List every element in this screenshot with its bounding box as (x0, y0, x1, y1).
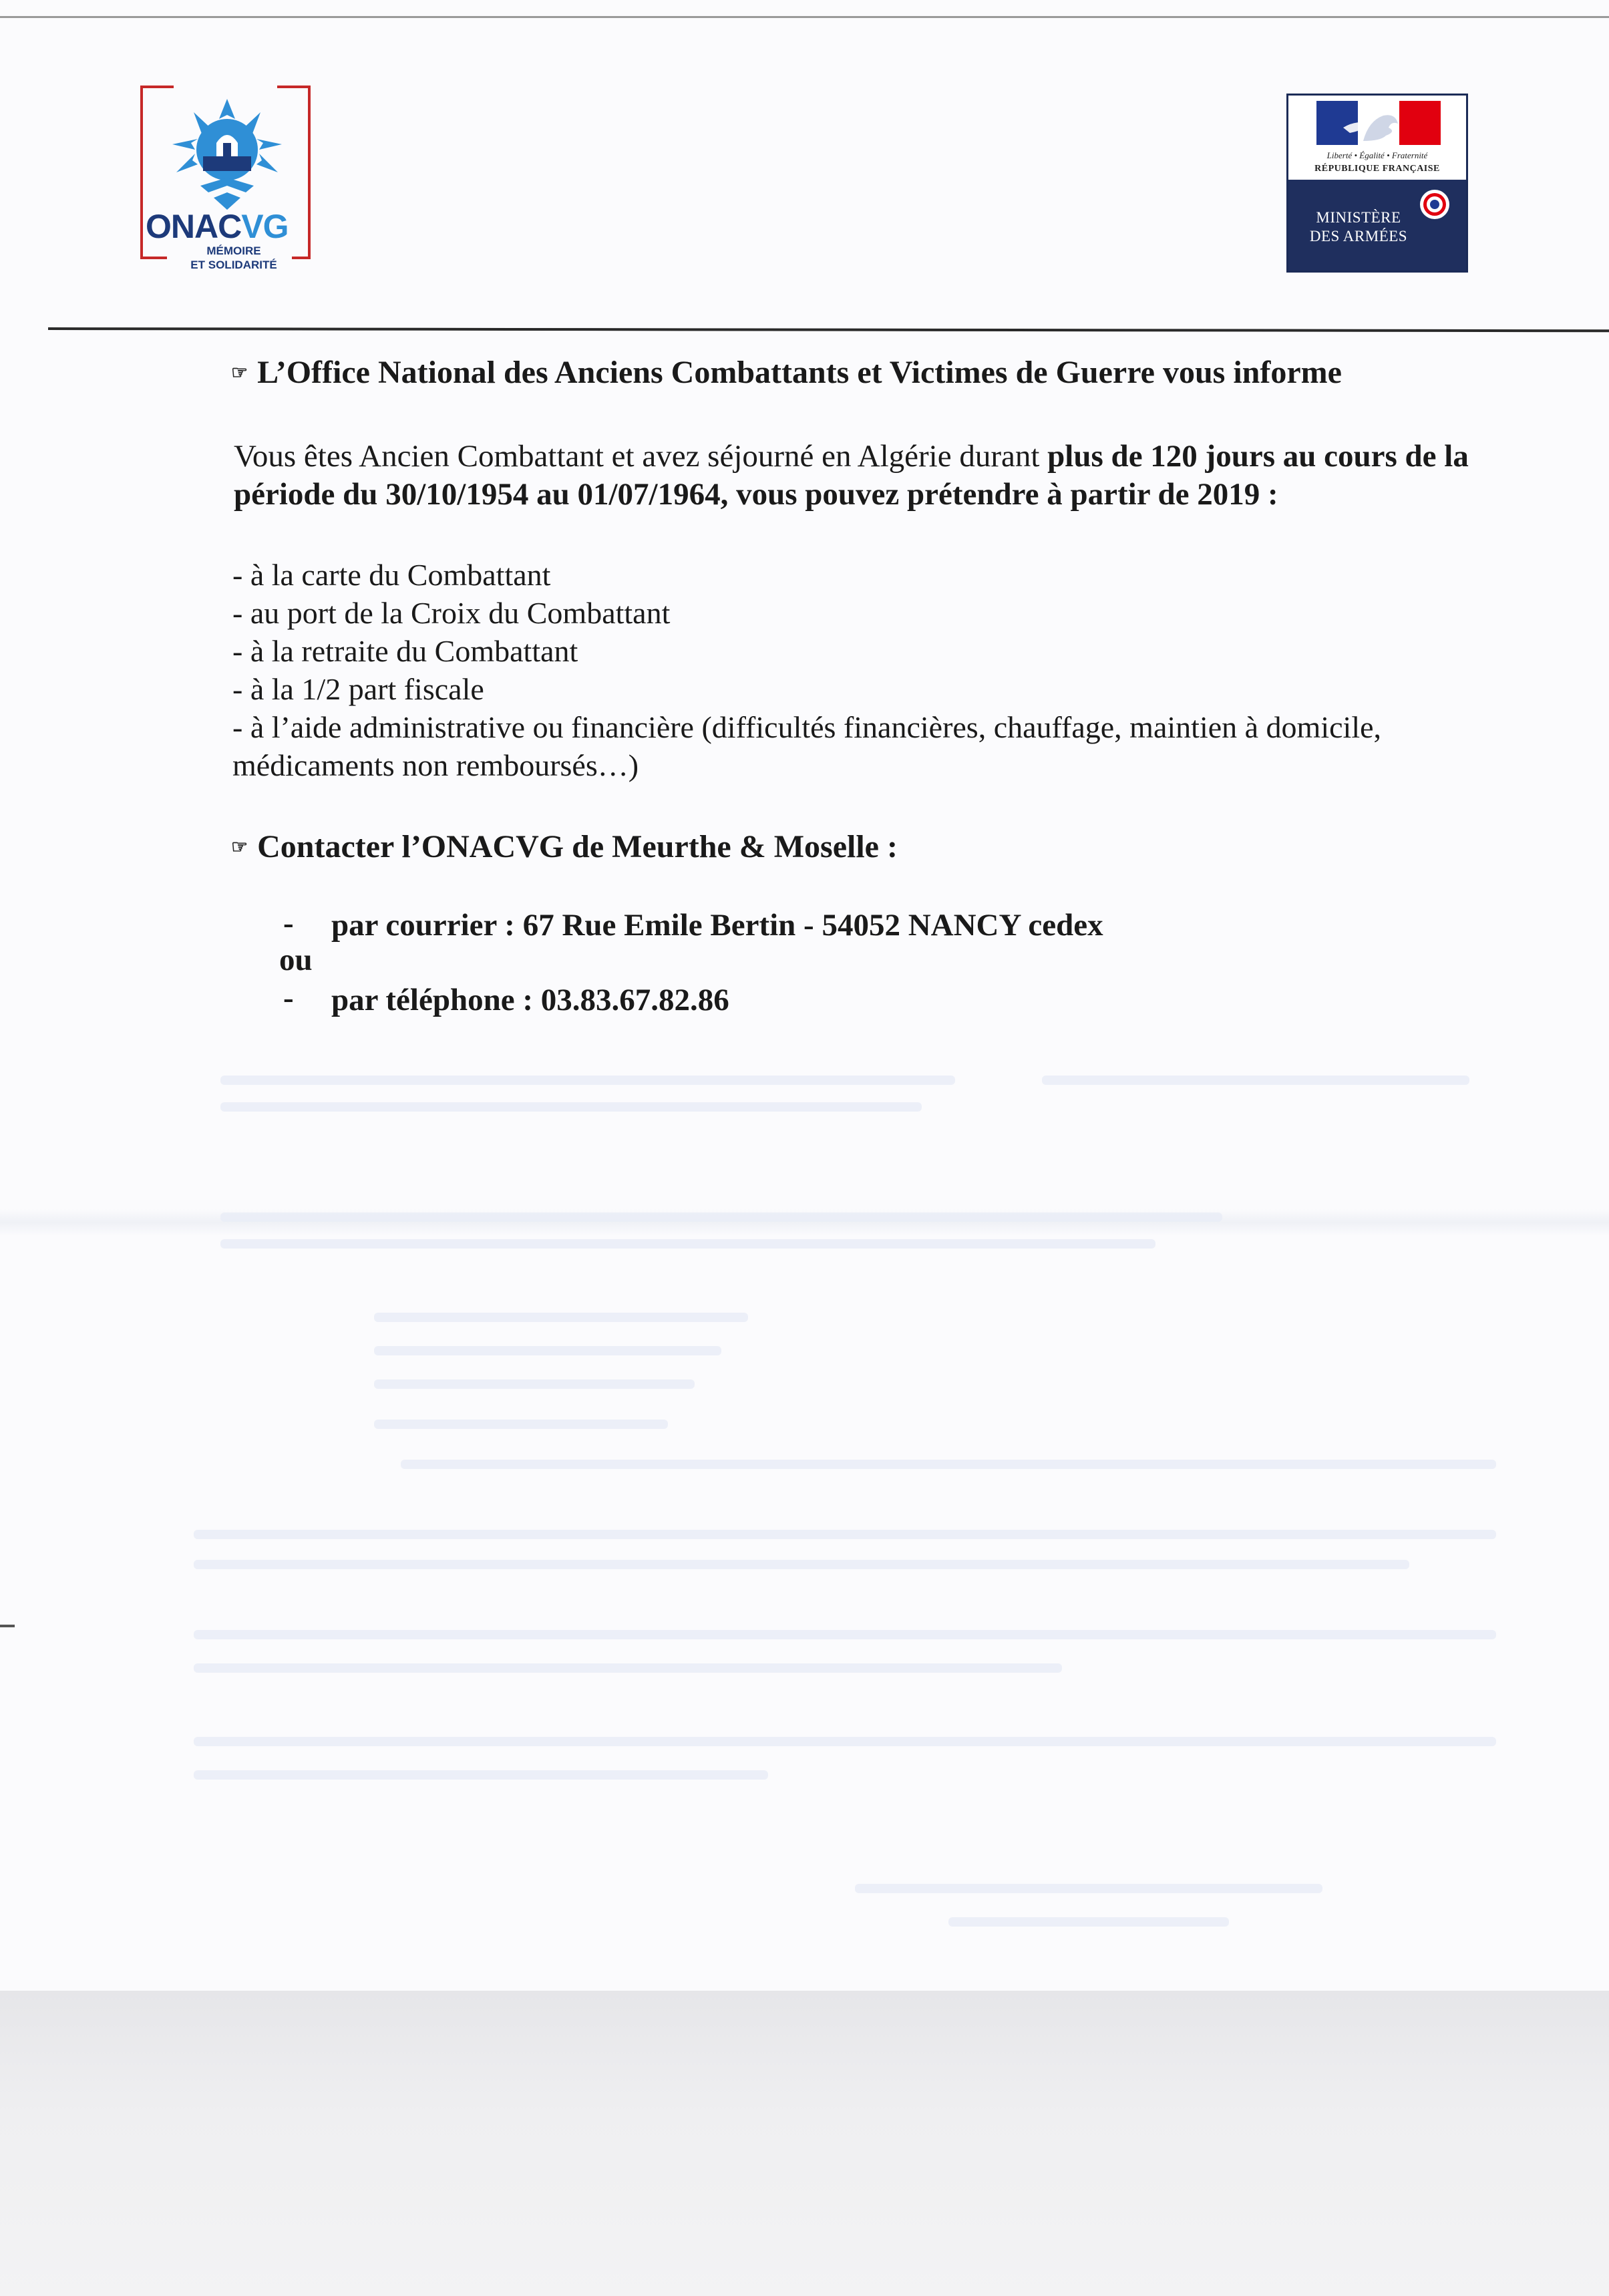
show-through-text (220, 1239, 1155, 1249)
onac-text: ONAC (146, 208, 242, 245)
show-through-text (194, 1737, 1496, 1746)
contact-phone: par téléphone : 03.83.67.82.86 (331, 983, 729, 1017)
scanner-background (0, 1991, 1609, 2296)
ministry-line-1: MINISTÈRE (1316, 209, 1401, 226)
onacvg-logo (140, 86, 311, 276)
logo-frame-bottom-left (140, 257, 167, 259)
ministry-line-2: DES ARMÉES (1309, 228, 1408, 244)
margin-mark (0, 1625, 15, 1627)
show-through-text (220, 1102, 922, 1112)
vg-text: VG (241, 208, 289, 245)
show-through-text (220, 1212, 1222, 1222)
cockade-icon (1419, 189, 1450, 220)
show-through-text (948, 1917, 1229, 1927)
phone-dash: - (283, 981, 294, 1015)
onac-tagline-2: ET SOLIDARITÉ (190, 259, 277, 271)
ministry-band (1288, 180, 1466, 271)
intro-paragraph (234, 438, 1489, 514)
page-top-edge (0, 16, 1609, 18)
show-through-text (401, 1460, 1496, 1469)
show-through-text (374, 1346, 721, 1355)
contact-heading-text: Contacter l’ONACVG de Meurthe & Moselle : (257, 829, 898, 864)
benefit-item: - à la retraite du Combattant (232, 634, 578, 668)
logo-frame-top-right (277, 86, 311, 88)
logo-frame-top-left (140, 86, 174, 88)
benefit-item: - à la carte du Combattant (232, 558, 551, 592)
contact-heading (231, 828, 898, 865)
show-through-text (194, 1663, 1062, 1673)
mail-dash: - (283, 906, 294, 941)
benefits-list (232, 556, 1501, 784)
show-through-text (855, 1884, 1322, 1893)
show-through-text (194, 1770, 768, 1780)
onac-tagline-1: MÉMOIRE (206, 244, 261, 257)
show-through-text (194, 1630, 1496, 1639)
pointing-hand-icon: ☞ (231, 363, 248, 383)
pointing-hand-icon: ☞ (231, 837, 248, 858)
onacvg-wordmark (146, 207, 313, 246)
show-through-text (374, 1420, 668, 1429)
contact-mail: par courrier : 67 Rue Emile Bertin - 54052 NANCY cedex (331, 908, 1103, 943)
benefit-item: - à la 1/2 part fiscale (232, 672, 484, 706)
benefit-item: - au port de la Croix du Combattant (232, 596, 671, 630)
show-through-text (1042, 1076, 1469, 1085)
contact-or: ou (279, 943, 313, 977)
show-through-text (374, 1313, 748, 1322)
intro-plain-text: Vous êtes Ancien Combattant et avez séjourné en Algérie durant (234, 439, 1048, 474)
notice-heading (231, 354, 1342, 391)
intro-bold-text: plus de 120 jours au cours de la période du 30/10/1954 au 01/07/1964, vous pouvez prétendre à partir de 2019 : (234, 439, 1469, 512)
heading-text: L’Office National des Anciens Combattants et Victimes de Guerre vous informe (257, 355, 1342, 390)
show-through-text (220, 1076, 955, 1085)
show-through-text (194, 1560, 1409, 1569)
show-through-text (374, 1379, 695, 1389)
republic-name: RÉPUBLIQUE FRANÇAISE (1314, 164, 1440, 174)
logo-frame-left (140, 86, 143, 259)
benefit-item: - à l’aide administrative ou financière (difficultés financières, chauffage, maintien à domicile, médicaments non remboursés…) (232, 710, 1382, 782)
show-through-text (194, 1530, 1496, 1539)
republic-motto: Liberté • Égalité • Fraternité (1326, 150, 1428, 160)
cornflower-emblem-icon (154, 92, 301, 222)
ministry-logo (1286, 94, 1468, 273)
marianne-flag-icon (1316, 101, 1441, 145)
